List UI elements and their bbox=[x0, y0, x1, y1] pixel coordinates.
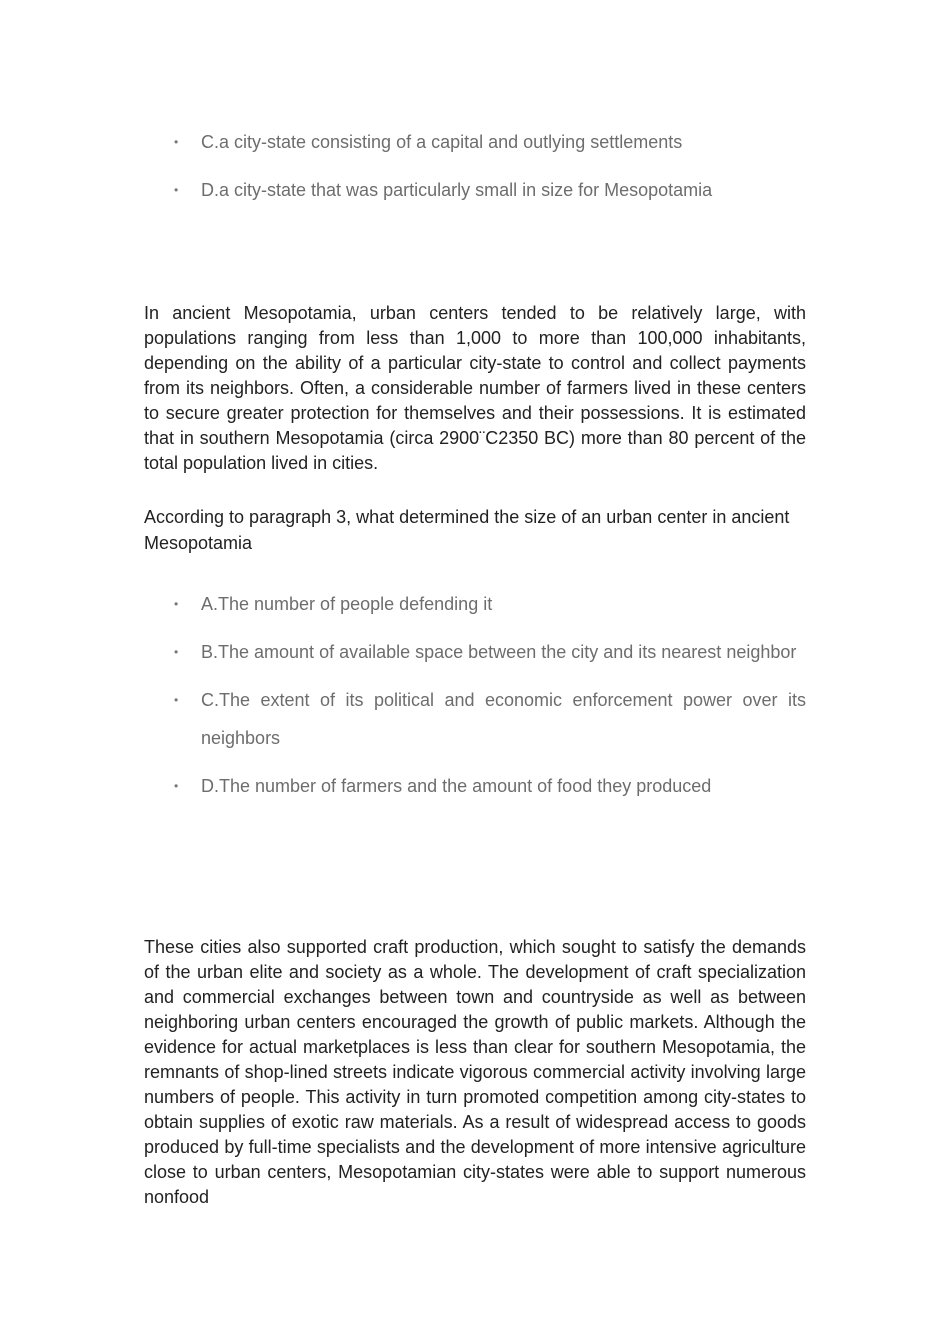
answer-options-previous bbox=[144, 123, 806, 219]
bullet-icon: • bbox=[174, 779, 179, 793]
bullet-icon: • bbox=[174, 135, 179, 149]
answer-option-b[interactable] bbox=[144, 633, 806, 671]
bullet-icon: • bbox=[174, 693, 179, 707]
answer-option-text: C.a city-state consisting of a capital and outlying settlements bbox=[201, 132, 683, 152]
answer-option-c[interactable] bbox=[144, 681, 806, 757]
answer-option-d[interactable] bbox=[144, 171, 806, 209]
answer-options bbox=[144, 585, 806, 815]
answer-option-text: C.The extent of its political and economic enforcement power over its neighbors bbox=[201, 690, 806, 748]
bullet-icon: • bbox=[174, 645, 179, 659]
paragraph-3: In ancient Mesopotamia, urban centers tended to be relatively large, with populations ranging from less than 1,000 to more than 100,000 inhabitants, depending on the ability of a particular city-state to control and collect payments from its neighbors. Often, a considerable number of farmers lived in these centers to secure greater protection for themselves and their possessions. It is estimated that in southern Mesopotamia (circa 2900¨C2350 BC) more than 80 percent of the total population lived in cities. bbox=[144, 303, 806, 473]
question-text: According to paragraph 3, what determined the size of an urban center in ancient Mesopotamia bbox=[144, 507, 790, 553]
answer-option-text: B.The amount of available space between the city and its nearest neighbor bbox=[201, 642, 797, 662]
answer-option-text: D.a city-state that was particularly small in size for Mesopotamia bbox=[201, 180, 713, 200]
answer-option-d[interactable] bbox=[144, 767, 806, 805]
answer-option-c[interactable] bbox=[144, 123, 806, 161]
answer-option-a[interactable] bbox=[144, 585, 806, 623]
bullet-icon: • bbox=[174, 597, 179, 611]
answer-option-text: A.The number of people defending it bbox=[201, 594, 493, 614]
answer-option-text: D.The number of farmers and the amount of food they produced bbox=[201, 776, 712, 796]
paragraph-4: These cities also supported craft production, which sought to satisfy the demands of the urban elite and society as a whole. The development of craft specialization and commercial exchanges between town and countryside as well as between neighboring urban centers encouraged the growth of public markets. Although the evidence for actual marketplaces is less than clear for southern Mesopotamia, the remnants of shop-lined streets indicate vigorous commercial activity involving large numbers of people. This activity in turn promoted competition among city-states to obtain supplies of exotic raw materials. As a result of widespread access to goods produced by full-time specialists and the development of more intensive agriculture close to urban centers, Mesopotamian city-states were able to support numerous nonfood bbox=[144, 937, 806, 1207]
bullet-icon: • bbox=[174, 183, 179, 197]
